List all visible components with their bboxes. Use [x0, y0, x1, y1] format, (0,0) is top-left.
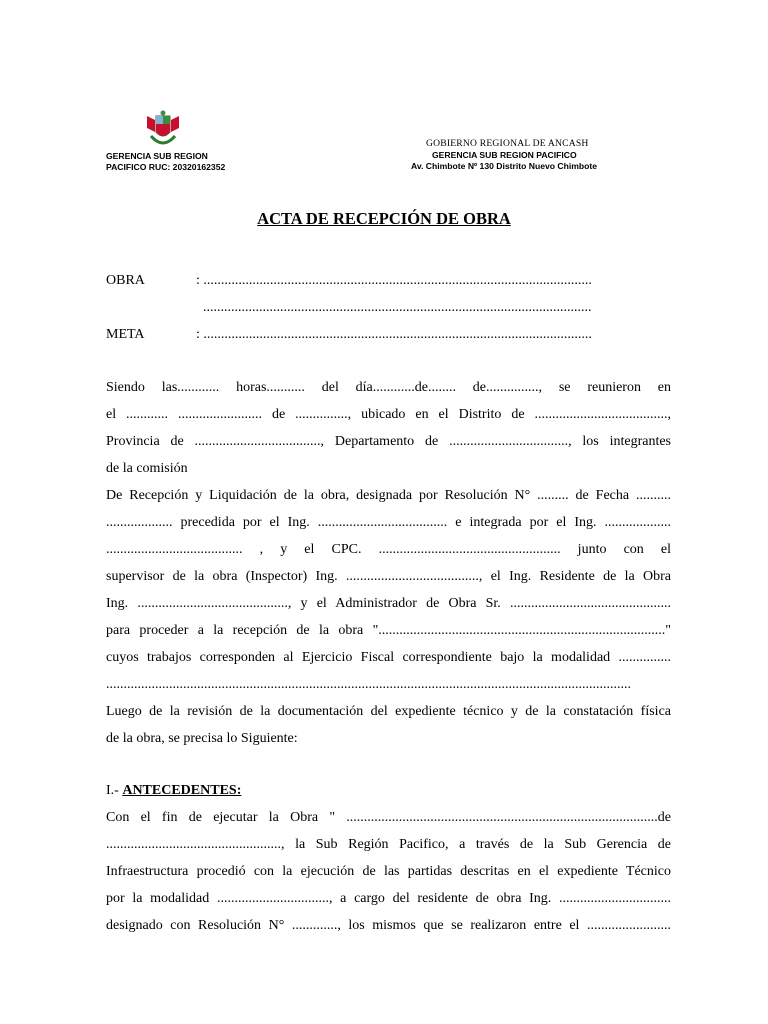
- header-gerencia: GERENCIA SUB REGION PACIFICO: [432, 150, 577, 160]
- header-org-ruc: PACIFICO RUC: 20320162352: [106, 162, 226, 172]
- body-line: Ing. ..........................................., y el Administrador de Obra Sr. ..............................................: [106, 596, 671, 611]
- header-address: Av. Chimbote Nº 130 Distrito Nuevo Chimbote: [411, 161, 598, 171]
- page-title: ACTA DE RECEPCIÓN DE OBRA: [257, 209, 511, 228]
- body-line: De Recepción y Liquidación de la obra, designada por Resolución N° ......... de Fecha ..........: [106, 488, 671, 503]
- meta-value: : ...............................................................................................................: [196, 327, 592, 342]
- section-line: .................................................., la Sub Región Pacifico, a través de la Sub Gerencia de: [106, 837, 671, 852]
- body-line: Provincia de ...................................., Departamento de .................................., los integrantes: [106, 434, 671, 449]
- body-line: cuyos trabajos corresponden al Ejercicio Fiscal correspondiente bajo la modalidad ...............: [106, 650, 671, 665]
- body-line: el ............ ........................ de ..............., ubicado en el Distrito de ......................................,: [106, 407, 671, 422]
- section-line: por la modalidad ................................, a cargo del residente de obra Ing. ................................: [106, 891, 671, 906]
- body-line: ......................................................................................................................................................: [106, 677, 631, 692]
- section-title: ANTECEDENTES:: [122, 783, 242, 798]
- header-government: GOBIERNO REGIONAL DE ANCASH: [426, 138, 589, 149]
- body-line: de la obra, se precisa lo Siguiente:: [106, 731, 298, 746]
- section-line: Con el fin de ejecutar la Obra " .........................................................................................de: [106, 810, 671, 825]
- section-number: I.-: [106, 783, 119, 798]
- body-line: supervisor de la obra (Inspector) Ing. ......................................, el Ing. Residente de la Obra: [106, 569, 671, 584]
- peru-coat-of-arms-icon: [141, 110, 185, 150]
- body-line: para proceder a la recepción de la obra "..................................................................................": [106, 623, 671, 638]
- body-line: de la comisión: [106, 461, 188, 476]
- meta-label: META: [106, 327, 145, 342]
- body-line: Luego de la revisión de la documentación del expediente técnico y de la constatación física: [106, 704, 671, 719]
- section-line: designado con Resolución N° ............., los mismos que se realizaron entre el ........................: [106, 918, 671, 933]
- body-line: Siendo las............ horas........... del día............de........ de..............., se reunieron en: [106, 380, 671, 395]
- section-line: Infraestructura procedió con la ejecución de las partidas descritas en el expediente Técnico: [106, 864, 671, 879]
- obra-value-continued: ...............................................................................................................: [203, 300, 592, 315]
- body-line: ................... precedida por el Ing. ..................................... e integrada por el Ing. ...................: [106, 515, 671, 530]
- body-line: ....................................... , y el CPC. .................................................... junto con el: [106, 542, 671, 557]
- obra-label: OBRA: [106, 273, 145, 288]
- header-org-name: GERENCIA SUB REGION: [106, 151, 208, 161]
- section-heading: [106, 782, 241, 800]
- obra-value: : ...............................................................................................................: [196, 273, 592, 288]
